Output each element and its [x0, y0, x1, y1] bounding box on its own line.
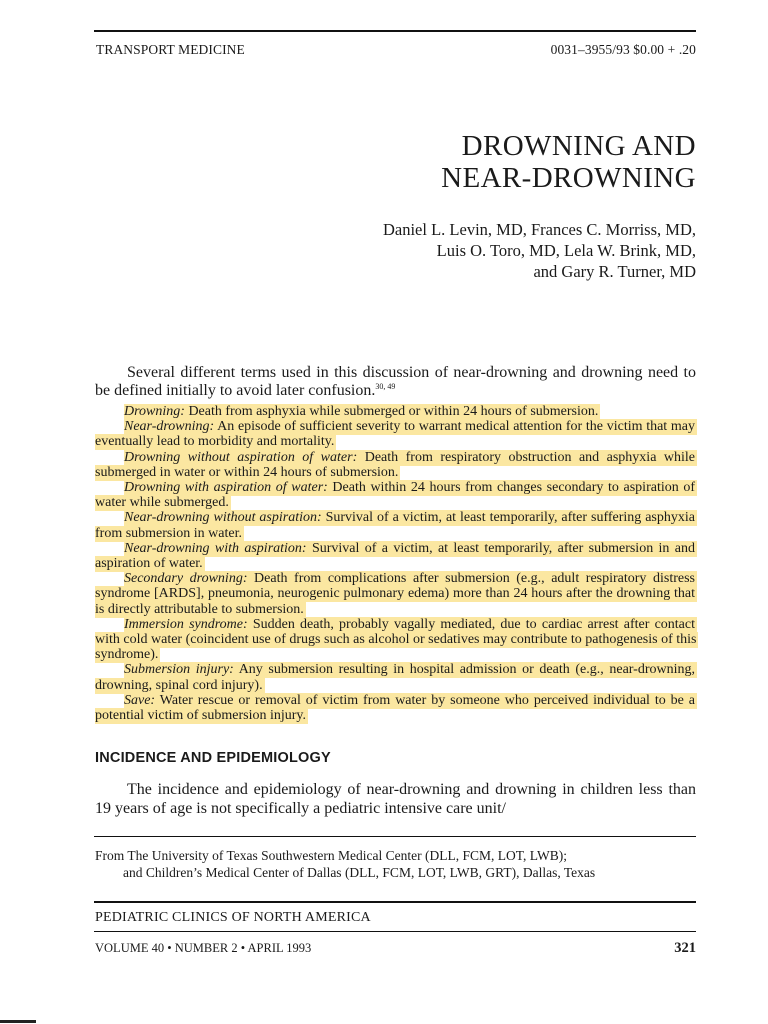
definition-term: Near-drowning without aspiration:	[124, 510, 322, 526]
definition-text: Death within 24 hours from changes secondary to aspiration of water while submerged.	[95, 480, 695, 511]
definition-near-drowning	[95, 419, 697, 449]
definition-text: An episode of sufficient severity to warrant medical attention for the victim that may eventually lead to morbidity and mortality.	[95, 419, 695, 450]
running-header	[96, 42, 696, 60]
body-paragraph	[95, 780, 696, 818]
journal-name: PEDIATRIC CLINICS OF NORTH AMERICA	[95, 910, 371, 925]
definition-immersion-syndrome	[95, 617, 697, 663]
definition-secondary-drowning	[95, 571, 697, 617]
volume-rule	[94, 931, 696, 932]
definition-term: Drowning with aspiration of water:	[124, 480, 328, 496]
highlight	[95, 480, 697, 511]
definition-text: Any submersion resulting in hospital admission or death (e.g., near-drowning, drowning, spinal cord injury).	[95, 662, 695, 693]
definition-text: Death from complications after submersion (e.g., adult respiratory distress syndrome [ARDS], pneumonia, neurogenic pulmonary edema) more than 24 hours after the drowning that is directly attributable to submersion.	[95, 571, 695, 617]
definition-text: Sudden death, probably vagally mediated, due to cardiac arrest after contact with cold water (coincident use of drugs such as alcohol or sedatives may contribute to pathogenesis of this syndrome).	[95, 616, 697, 663]
title-line-1: DROWNING AND	[461, 130, 696, 162]
definition-term: Submersion injury:	[124, 662, 234, 678]
definition-submersion-injury	[95, 662, 697, 692]
highlight	[124, 404, 600, 420]
definition-drowning-without-aspiration	[95, 450, 697, 480]
footnote-line-1: From The University of Texas Southwestern Medical Center (DLL, FCM, LOT, LWB);	[95, 848, 567, 863]
page-number: 321	[674, 940, 696, 956]
article-title	[441, 130, 696, 194]
definitions-list	[95, 404, 697, 723]
highlight	[95, 693, 697, 724]
definition-drowning	[95, 404, 697, 419]
definition-text: Survival of a victim, at least temporarily, after suffering asphyxia from submersion in water.	[95, 510, 695, 541]
top-rule	[94, 30, 696, 32]
section-heading: INCIDENCE AND EPIDEMIOLOGY	[95, 750, 331, 766]
article-code: 0031–3955/93 $0.00 + .20	[550, 42, 696, 57]
section-label: TRANSPORT MEDICINE	[96, 42, 245, 57]
definition-near-drowning-with-aspiration	[95, 541, 697, 571]
definition-drowning-with-aspiration	[95, 480, 697, 510]
author-line-3: and Gary R. Turner, MD	[533, 262, 696, 281]
definition-text: Death from asphyxia while submerged or within 24 hours of submersion.	[184, 404, 599, 419]
highlight	[95, 450, 697, 481]
body-text: The incidence and epidemiology of near-drowning and drowning in children less than 19 years of age is not specifically a pediatric intensive care unit/	[95, 781, 696, 817]
definition-term: Drowning:	[124, 404, 185, 419]
footnote-line-2: and Children’s Medical Center of Dallas (DLL, FCM, LOT, LWB, GRT), Dallas, Texas	[123, 865, 596, 880]
intro-paragraph	[95, 364, 696, 400]
highlight	[95, 510, 697, 541]
volume-row	[95, 940, 696, 958]
intro-text: Several different terms used in this discussion of near-drowning and drowning need to be defined initially to avoid later confusion.	[95, 364, 696, 399]
definition-term: Immersion syndrome:	[124, 616, 248, 632]
affiliation-footnote	[95, 847, 696, 881]
highlight	[95, 541, 697, 572]
definition-term: Near-drowning with aspiration:	[124, 540, 307, 556]
definition-save	[95, 693, 697, 723]
author-line-2: Luis O. Toro, MD, Lela W. Brink, MD,	[436, 241, 696, 260]
definition-term: Near-drowning:	[124, 419, 215, 435]
volume-info: VOLUME 40 • NUMBER 2 • APRIL 1993	[95, 941, 312, 955]
intro-references: 30, 49	[375, 382, 396, 391]
definition-text: Survival of a victim, at least temporarily, after submersion in and aspiration of water.	[95, 540, 696, 572]
definition-term: Save:	[124, 692, 156, 708]
highlight	[95, 419, 697, 450]
highlight	[95, 617, 698, 663]
author-list	[383, 219, 696, 282]
title-line-2: NEAR-DROWNING	[441, 162, 696, 194]
definition-text: Water rescue or removal of victim from water by someone who perceived individual to be a potential victim of submersion injury.	[95, 692, 695, 724]
definition-near-drowning-without-aspiration	[95, 510, 697, 540]
author-line-1: Daniel L. Levin, MD, Frances C. Morriss, MD,	[382, 220, 696, 239]
highlight	[95, 571, 697, 617]
journal-rule	[94, 901, 696, 903]
definition-text: Death from respiratory obstruction and asphyxia while submerged in water or within 24 hours of submersion.	[95, 449, 696, 480]
scan-edge-mark	[0, 1020, 36, 1023]
definition-term: Drowning without aspiration of water:	[124, 449, 358, 465]
footnote-rule	[94, 836, 696, 837]
definition-term: Secondary drowning:	[124, 571, 248, 587]
highlight	[95, 662, 697, 693]
